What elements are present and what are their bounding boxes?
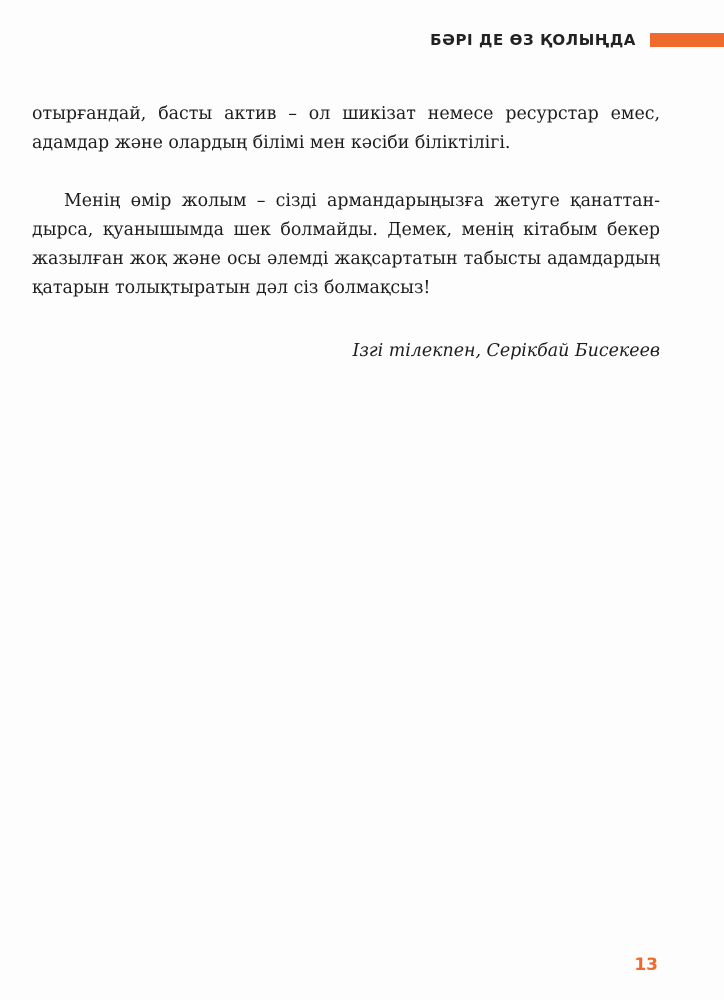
author-signature: Ізгі тілекпен, Серікбай Бисекеев: [352, 341, 660, 361]
page-number: 13: [634, 955, 658, 975]
body-text: [32, 100, 660, 303]
running-header-title: БӘРІ ДЕ ӨЗ ҚОЛЫҢДА: [430, 31, 636, 49]
paragraph-continuation: отырғандай, басты актив – ол шикізат немесе ресурстар емес, адамдар және олардың білімі мен кәсіби біліктілігі.: [32, 104, 660, 153]
paragraph-closing: Менің өмір жолым – сізді армандарыңызға жетуге қанаттандырса, қуанышымда шек болмайды. Демек, менің кітабым бекер жазылған жоқ және осы әлемді жақсартатын табысты адамдардың қатарын толықтыратын дәл сіз болмақсыз!: [32, 191, 660, 298]
running-header: [430, 30, 724, 50]
header-accent-bar: [650, 33, 724, 47]
